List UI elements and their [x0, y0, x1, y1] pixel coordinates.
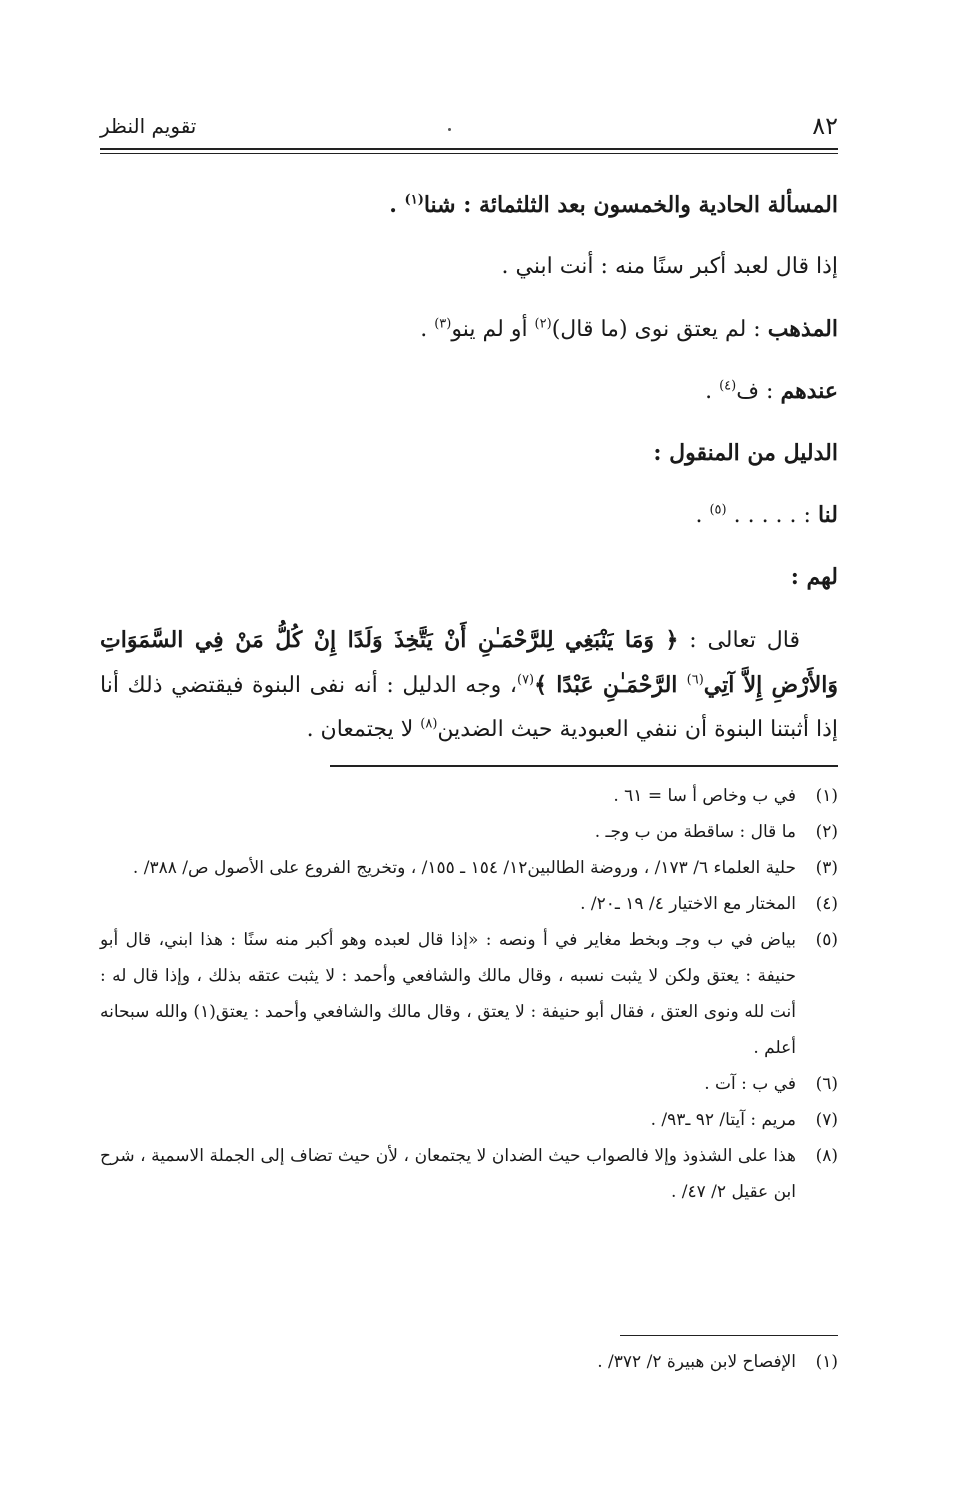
footnote: (٦) في ب : آت .: [704, 1074, 838, 1094]
footnote-ref: (٢): [534, 316, 552, 332]
header-rule: [100, 148, 838, 150]
footnote: (٤) المختار مع الاختيار ٤/ ١٩ ـ٢٠/ .: [580, 894, 838, 914]
madhhab-line: المذهب : لم يعتق نوى (ما قال)$^{(٢)}$ أو لم ينو$^{(٣)}$ .: [420, 316, 838, 342]
footnote-ref: (١): [404, 192, 424, 208]
footnote: (٧) مريم : آيتا/ ٩٢ ـ٩٣/ .: [650, 1110, 838, 1130]
footnote: (١) في ب وخاص أ سا = ٦١ .: [613, 786, 838, 806]
footnote-ref: (٦): [686, 672, 704, 688]
footnote: (٣) حلية العلماء ٦/ ١٧٣/ ، وروضة الطالبين١٢/ ١٥٤ ـ ١٥٥/ ، وتخريج الفروع على الأصول ص/ ٣٨٨/ .: [132, 858, 838, 878]
quran-verse-end: الرَّحْمَـٰنِ عَبْدًا ﴾: [534, 672, 687, 698]
footnote: (١) الإفصاح لابن هبيرة ٢/ ٣٧٢/ .: [597, 1352, 838, 1372]
main-text: [100, 180, 838, 752]
footnote-ref: (٤): [719, 378, 737, 394]
header-rule-thin: [100, 153, 838, 154]
page-header: [100, 112, 838, 152]
evidence-heading: الدليل من المنقول :: [653, 440, 838, 466]
quran-verse: ﴿ وَمَا يَنْبَغِي لِلرَّحْمَـٰنِ أَنْ يَتَّخِذَ وَلَدًا إِنْ كُلُّ مَنْ فِي السَّمَوَاتِ وَالأَرْضِ إِلاَّ آتِي: [100, 627, 838, 698]
madhhab-label: المذهب: [767, 316, 838, 342]
secondary-footnotes: [100, 1344, 838, 1380]
for-us-label: لنا: [817, 502, 838, 528]
argument-paragraph: قال تعالى : ﴿ وَمَا يَنْبَغِي لِلرَّحْمَـٰنِ أَنْ يَتَّخِذَ وَلَدًا إِنْ كُلُّ مَنْ فِي السَّمَوَاتِ وَالأَرْضِ إِلاَّ آتِي$^{(٦)}$ الرَّحْمَـٰنِ عَبْدًا ﴾$^{(٧)}$، وجه الدليل : أنه نفى البنوة فيقتضي ذلك أنا إذا أثبتنا البنوة أن ننفي العبودية حيث الضدين$^{(٨)}$ لا يجتمعان .: [100, 627, 838, 742]
footnote-ref: (٥): [709, 502, 727, 518]
secondary-footnote-separator: [620, 1335, 838, 1336]
footnote-ref: (٨): [420, 716, 438, 732]
issue-title: المسألة الحادية والخمسون بعد الثلثمائة : شنا$^{(١)}$ .: [389, 192, 838, 218]
for-them-label: لهم :: [790, 564, 838, 590]
for-us-line: لنا : . . . . . $^{(٥)}$ .: [695, 502, 838, 528]
page-number: ٨٢: [812, 112, 838, 140]
footnote-ref: (٣): [434, 316, 452, 332]
footnote-separator: [330, 765, 838, 767]
footnote: (٥) بياض في ب وجـ وبخط مغاير في أ ونصه : «إذا قال لعبده وهو أكبر منه سنًا : هذا ابني، قال أبو حنيفة : يعتق ولكن لا يثبت نسبه ، وقال مالك والشافعي وأحمد : لا يثبت عتقه بذلك ، وإذا قال له : أنت لله ونوى العتق ، فقال أبو حنيفة : لا يعتق ، وقال مالك والشافعي وأحمد : يعتق(١) والله سبحانه أعلم .: [100, 930, 838, 1058]
footnotes: [100, 778, 838, 1210]
running-title: تقويم النظر: [100, 114, 197, 138]
their-view-line: عندهم : ف$^{(٤)}$ .: [705, 378, 838, 404]
their-view-label: عندهم: [780, 378, 838, 404]
footnote-ref: (٧): [516, 672, 535, 688]
footnote: (٨) هذا على الشذوذ وإلا فالصواب حيث الضدان لا يجتمعان ، لأن حيث تضاف إلى الجملة الاسمية ، شرح ابن عقيل ٢/ ٤٧/ .: [100, 1146, 838, 1202]
footnote: (٢) ما قال : ساقطة من ب وجـ .: [594, 822, 838, 842]
case-statement: إذا قال لعبد أكبر سنًا منه : أنت ابني .: [501, 254, 838, 279]
